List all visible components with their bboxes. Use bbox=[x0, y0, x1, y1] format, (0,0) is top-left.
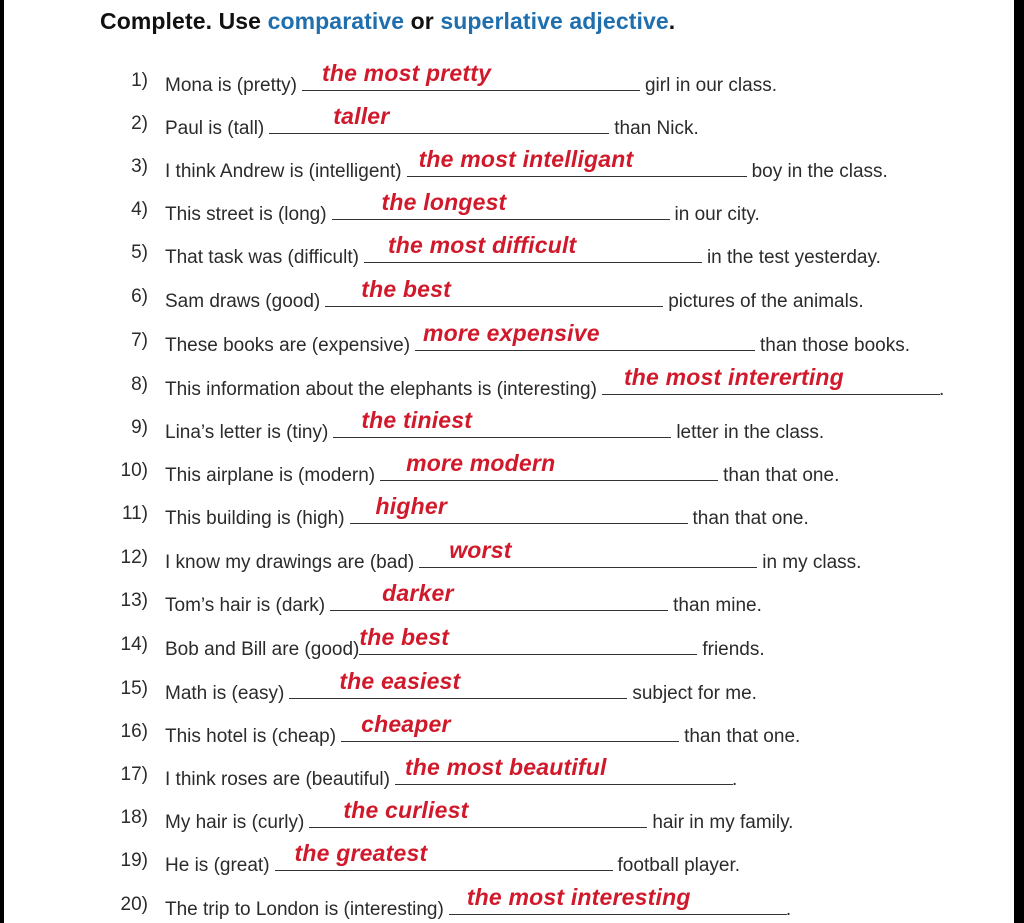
item-number: 12) bbox=[120, 547, 148, 568]
item-prompt: I think Andrew is (intelligent) bbox=[165, 161, 402, 182]
item-ending: than that one. bbox=[723, 465, 840, 486]
answer-blank[interactable] bbox=[269, 103, 609, 134]
item-number: 8) bbox=[131, 374, 148, 395]
answer-blank[interactable] bbox=[325, 276, 663, 307]
item-sentence bbox=[165, 624, 765, 661]
item-number: 1) bbox=[131, 70, 148, 91]
item-prompt: Lina’s letter is (tiny) bbox=[165, 422, 329, 443]
item-ending: in the test yesterday. bbox=[706, 247, 881, 268]
item-ending: . bbox=[938, 379, 945, 400]
worksheet-title bbox=[100, 8, 675, 35]
item-prompt: This street is (long) bbox=[165, 204, 327, 225]
answer-text: the tiniest bbox=[361, 407, 473, 433]
item-sentence bbox=[165, 364, 945, 401]
item-number: 4) bbox=[131, 199, 148, 220]
item-sentence bbox=[165, 232, 881, 269]
item-number: 5) bbox=[131, 242, 148, 263]
item-number: 19) bbox=[120, 850, 148, 871]
title-text-part1: Complete. Use bbox=[100, 8, 268, 34]
answer-text: the curliest bbox=[343, 797, 469, 823]
answer-blank[interactable] bbox=[309, 797, 647, 828]
item-ending: letter in the class. bbox=[676, 422, 825, 443]
answer-text: the most interesting bbox=[466, 884, 691, 910]
answer-text: the longest bbox=[381, 189, 507, 215]
answer-text: the best bbox=[361, 276, 452, 302]
item-number: 15) bbox=[120, 678, 148, 699]
item-ending: than that one. bbox=[692, 508, 809, 529]
answer-text: darker bbox=[382, 580, 454, 606]
item-ending: girl in our class. bbox=[644, 75, 777, 96]
item-number: 9) bbox=[131, 417, 148, 438]
item-ending: subject for me. bbox=[632, 683, 757, 704]
item-ending: friends. bbox=[702, 639, 765, 660]
title-superlative: superlative adjective bbox=[440, 8, 669, 34]
item-number: 17) bbox=[120, 764, 148, 785]
exercise-item-13 bbox=[4, 580, 1014, 616]
exercise-item-18 bbox=[4, 797, 1014, 833]
item-prompt: The trip to London is (interesting) bbox=[165, 899, 444, 920]
exercise-item-11 bbox=[4, 493, 1014, 529]
item-sentence bbox=[165, 189, 760, 226]
item-number: 20) bbox=[120, 894, 148, 915]
exercise-item-12 bbox=[4, 537, 1014, 573]
answer-blank[interactable] bbox=[332, 189, 670, 220]
item-prompt: This hotel is (cheap) bbox=[165, 726, 337, 747]
exercise-item-1 bbox=[4, 60, 1014, 96]
answer-blank[interactable] bbox=[302, 60, 640, 91]
exercise-item-9 bbox=[4, 407, 1014, 443]
answer-text: more modern bbox=[406, 450, 556, 476]
item-prompt: Bob and Bill are (good) bbox=[165, 639, 360, 660]
item-ending: . bbox=[785, 899, 792, 920]
item-ending: hair in my family. bbox=[652, 812, 794, 833]
title-comparative: comparative bbox=[267, 8, 405, 34]
item-ending: boy in the class. bbox=[751, 161, 888, 182]
item-sentence bbox=[165, 60, 777, 97]
item-prompt: Mona is (pretty) bbox=[165, 75, 297, 96]
answer-text: the most beautiful bbox=[404, 754, 607, 780]
answer-text: higher bbox=[375, 493, 448, 519]
item-prompt: My hair is (curly) bbox=[165, 812, 305, 833]
item-sentence bbox=[165, 797, 794, 834]
item-number: 3) bbox=[131, 156, 148, 177]
item-sentence bbox=[165, 840, 741, 877]
item-prompt: This airplane is (modern) bbox=[165, 465, 376, 486]
exercise-item-5 bbox=[4, 232, 1014, 268]
answer-blank[interactable] bbox=[289, 668, 627, 699]
answer-text: the best bbox=[359, 624, 450, 650]
item-sentence bbox=[165, 276, 864, 313]
item-sentence bbox=[165, 580, 762, 617]
answer-blank[interactable] bbox=[350, 493, 688, 524]
answer-blank[interactable] bbox=[395, 754, 733, 785]
answer-text: more expensive bbox=[423, 320, 600, 346]
item-prompt: These books are (expensive) bbox=[165, 335, 411, 356]
item-sentence bbox=[165, 146, 888, 183]
item-number: 6) bbox=[131, 286, 148, 307]
item-ending: than that one. bbox=[684, 726, 801, 747]
answer-text: the most intererting bbox=[623, 364, 844, 390]
answer-blank[interactable] bbox=[359, 624, 697, 655]
answer-text: worst bbox=[449, 537, 512, 563]
item-sentence bbox=[165, 884, 792, 921]
answer-blank[interactable] bbox=[415, 320, 755, 351]
item-sentence bbox=[165, 493, 809, 530]
item-sentence bbox=[165, 711, 801, 748]
answer-blank[interactable] bbox=[380, 450, 718, 481]
exercise-item-10 bbox=[4, 450, 1014, 486]
answer-blank[interactable] bbox=[602, 364, 940, 395]
answer-text: taller bbox=[333, 103, 390, 129]
item-prompt: He is (great) bbox=[165, 855, 270, 876]
exercise-item-14 bbox=[4, 624, 1014, 660]
item-ending: in our city. bbox=[674, 204, 760, 225]
exercise-item-6 bbox=[4, 276, 1014, 312]
item-number: 10) bbox=[120, 460, 148, 481]
item-prompt: Paul is (tall) bbox=[165, 118, 265, 139]
item-ending: pictures of the animals. bbox=[668, 291, 864, 312]
item-prompt: Tom’s hair is (dark) bbox=[165, 595, 326, 616]
answer-text: the most difficult bbox=[387, 232, 577, 258]
answer-blank[interactable] bbox=[407, 146, 747, 177]
answer-text: the most intelligant bbox=[418, 146, 634, 172]
item-ending: . bbox=[731, 769, 738, 790]
item-number: 7) bbox=[131, 330, 148, 351]
item-ending: football player. bbox=[617, 855, 741, 876]
exercise-item-15 bbox=[4, 668, 1014, 704]
exercise-item-8 bbox=[4, 364, 1014, 400]
exercise-item-4 bbox=[4, 189, 1014, 225]
item-prompt: This information about the elephants is (interesting) bbox=[165, 379, 597, 400]
exercise-item-20 bbox=[4, 884, 1014, 920]
item-ending: than Nick. bbox=[614, 118, 699, 139]
answer-text: the easiest bbox=[339, 668, 461, 694]
item-prompt: That task was (difficult) bbox=[165, 247, 359, 268]
item-number: 14) bbox=[120, 634, 148, 655]
answer-blank[interactable] bbox=[341, 711, 679, 742]
item-number: 13) bbox=[120, 590, 148, 611]
item-ending: than those books. bbox=[760, 335, 911, 356]
answer-text: cheaper bbox=[361, 711, 451, 737]
answer-text: the greatest bbox=[294, 840, 428, 866]
item-prompt: I know my drawings are (bad) bbox=[165, 552, 415, 573]
answer-blank[interactable] bbox=[449, 884, 787, 915]
item-sentence bbox=[165, 754, 738, 791]
item-ending: than mine. bbox=[673, 595, 762, 616]
item-sentence bbox=[165, 407, 825, 444]
item-ending: in my class. bbox=[762, 552, 862, 573]
item-sentence bbox=[165, 537, 862, 574]
exercise-item-2 bbox=[4, 103, 1014, 139]
answer-blank[interactable] bbox=[275, 840, 613, 871]
item-prompt: I think roses are (beautiful) bbox=[165, 769, 390, 790]
item-prompt: Sam draws (good) bbox=[165, 291, 321, 312]
answer-blank[interactable] bbox=[419, 537, 757, 568]
item-number: 2) bbox=[131, 113, 148, 134]
title-text-part3: or bbox=[404, 8, 441, 34]
item-sentence bbox=[165, 320, 911, 357]
item-number: 11) bbox=[121, 503, 148, 524]
answer-text: the most pretty bbox=[321, 60, 492, 86]
answer-blank[interactable] bbox=[330, 580, 668, 611]
exercise-item-7 bbox=[4, 320, 1014, 356]
exercise-item-16 bbox=[4, 711, 1014, 747]
item-sentence bbox=[165, 450, 840, 487]
exercise-item-17 bbox=[4, 754, 1014, 790]
exercise-item-19 bbox=[4, 840, 1014, 876]
title-text-part5: . bbox=[668, 8, 676, 34]
item-sentence bbox=[165, 103, 699, 140]
item-prompt: Math is (easy) bbox=[165, 683, 285, 704]
item-number: 16) bbox=[120, 721, 148, 742]
answer-blank[interactable] bbox=[364, 232, 702, 263]
item-sentence bbox=[165, 668, 757, 705]
item-number: 18) bbox=[120, 807, 148, 828]
answer-blank[interactable] bbox=[333, 407, 671, 438]
worksheet-page bbox=[4, 0, 1014, 923]
item-prompt: This building is (high) bbox=[165, 508, 345, 529]
exercise-item-3 bbox=[4, 146, 1014, 182]
